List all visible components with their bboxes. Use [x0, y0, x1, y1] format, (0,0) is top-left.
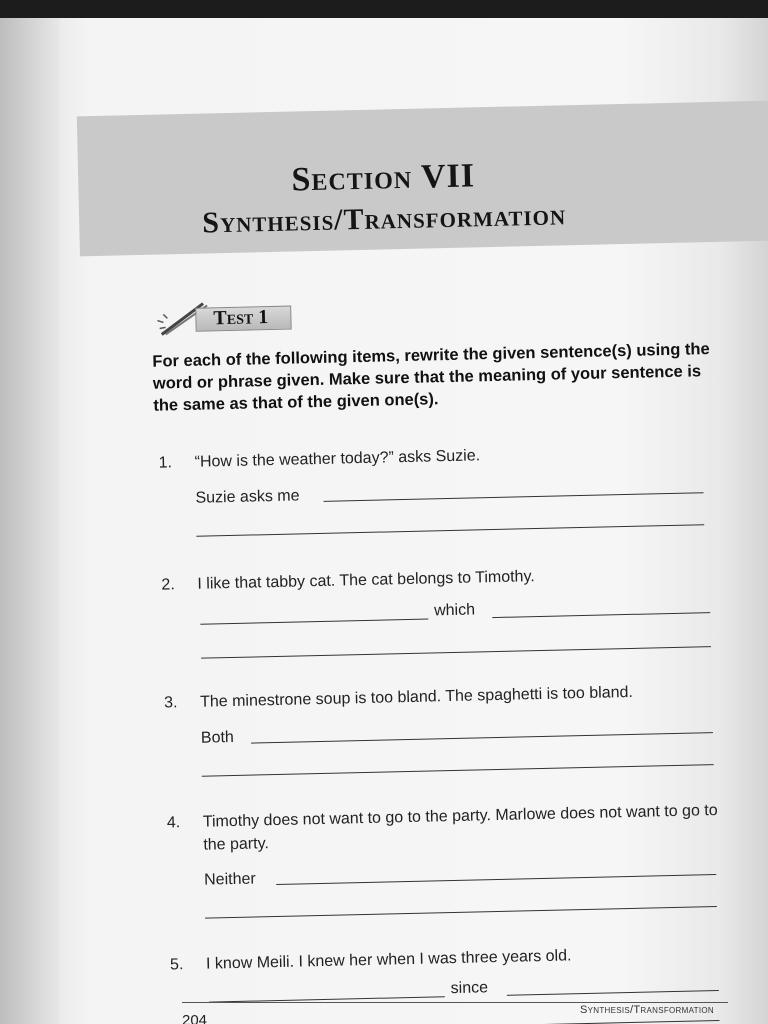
item-prompt: Both — [200, 728, 235, 747]
test-heading — [155, 297, 296, 336]
item-prompt: Suzie asks me — [195, 487, 300, 507]
page-content — [0, 18, 768, 1024]
item-sentence: “How is the weather today?” asks Suzie. — [194, 447, 481, 471]
item-number: 1. — [158, 454, 173, 472]
answer-line[interactable] — [507, 990, 719, 996]
footer-rule — [182, 1002, 728, 1003]
item-prompt: since — [450, 979, 489, 998]
section-subtitle: Synthesis/Transformation — [201, 198, 567, 240]
book-page — [0, 18, 768, 1024]
test-label: Test 1 — [213, 306, 269, 330]
answer-line[interactable] — [324, 492, 704, 502]
item-sentence: The minestrone soup is too bland. The spaghetti is too bland. — [199, 683, 634, 711]
item-number: 4. — [166, 814, 181, 832]
answer-line[interactable] — [200, 619, 428, 625]
item-sentence: Timothy does not want to go to the party. Marlowe does not want to go to the party. — [202, 802, 718, 854]
footer-section-label: Synthesis/Transformation — [580, 1004, 714, 1016]
answer-line[interactable] — [210, 1020, 720, 1024]
answer-line[interactable] — [196, 524, 704, 537]
answer-line[interactable] — [205, 906, 717, 919]
answer-line[interactable] — [201, 646, 711, 659]
answer-line[interactable] — [202, 764, 714, 777]
answer-line[interactable] — [251, 732, 713, 743]
page-number: 204 — [182, 1012, 208, 1024]
instructions: For each of the following items, rewrite the given sentence(s) using the word or phrase given. Make sure that the meaning of your sentence is the same as that of the given one(s). — [152, 340, 710, 415]
item-sentence: I know Meili. I knew her when I was three years old. — [205, 947, 572, 973]
section-title: Section VII — [291, 157, 476, 199]
item-prompt: Neither — [203, 870, 256, 889]
item-number: 2. — [161, 576, 175, 594]
item-prompt: which — [433, 601, 476, 620]
answer-line[interactable] — [276, 874, 716, 885]
item-number: 3. — [163, 694, 178, 712]
answer-line[interactable] — [492, 612, 710, 618]
item-number: 5. — [169, 956, 184, 974]
item-sentence: I like that tabby cat. The cat belongs to Timothy. — [197, 568, 535, 593]
